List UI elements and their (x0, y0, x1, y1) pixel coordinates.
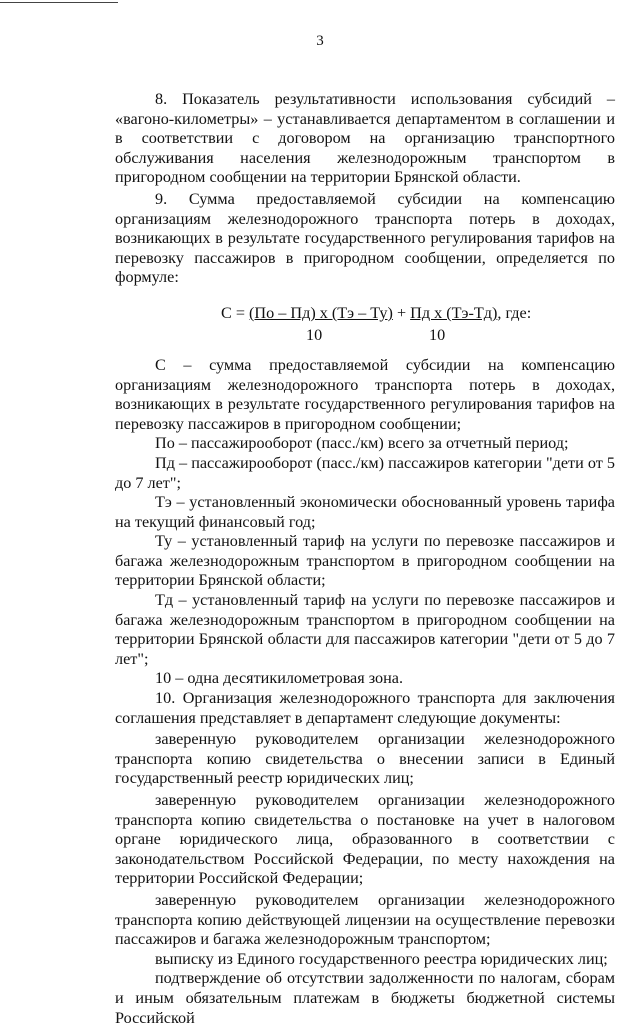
definition-10: 10 – одна десятикилометровая зона. (155, 669, 403, 688)
document-body (115, 90, 615, 1028)
formula-numerator-2: Пд х (Тэ-Тд) (410, 303, 498, 322)
formula-denominator-2: 10 (429, 325, 446, 344)
definition-c: С – сумма предоставляемой субсидии на компенсацию организациям железнодорожного транспорта потерь в доходах, возникающих в результате государственного регулирования тарифов на перевозку пассажиров в пригородном сообщении; (115, 355, 615, 433)
definition-td: Тд – установленный тариф на услуги по перевозке пассажиров и багажа железнодорожным транспортом в пригородном сообщении на территории Брянской области для пассажиров категории "дети от 5 до 7 лет"; (115, 591, 615, 668)
definition-po: По – пассажирооборот (пасс./км) всего за отчетный период; (155, 434, 569, 453)
formula-tail: , где: (497, 303, 532, 322)
paragraph-8: 8. Показатель результативности использования субсидий – «вагоно-километры» – устанавливается департаментом в соглашении и в соответствии с договором на организацию транспортного обслуживания населения железнодорожным транспортом в пригородном сообщении на территории Брянской области. (115, 90, 615, 187)
definition-te: Тэ – установленный экономически обоснованный уровень тарифа на текущий финансовый год; (115, 493, 615, 531)
formula-numerator-1: (По – Пд) х (Тэ – Ту) (249, 303, 393, 322)
subsidy-formula (115, 304, 615, 348)
document-item-1: заверенную руководителем организации железнодорожного транспорта копию свидетельства о внесении записи в Единый государственный реестр юридических лиц; (115, 730, 615, 788)
definition-pd: Пд – пассажирооборот (пасс./км) пассажиров категории "дети от 5 до 7 лет"; (115, 453, 615, 492)
paragraph-10: 10. Организация железнодорожного транспорта для заключения соглашения представляет в департамент следующие документы: (115, 689, 615, 727)
page-number: 3 (316, 33, 324, 49)
definition-tu: Ту – установленный тариф на услуги по перевозке пассажиров и багажа железнодорожным транспортом в пригородном сообщении на территории Брянской области; (115, 532, 615, 590)
paragraph-9: 9. Сумма предоставляемой субсидии на компенсацию организациям железнодорожного транспорта потерь в доходах, возникающих в результате государственного регулирования тарифов на перевозку пассажиров в пригородном сообщении, определяется по формуле: (115, 189, 615, 287)
formula-lhs: С = (221, 303, 250, 322)
document-item-3: заверенную руководителем организации железнодорожного транспорта копию действующей лицензии на осуществление перевозки пассажиров и багажа железнодорожным транспортом; (115, 890, 615, 949)
document-item-2: заверенную руководителем организации железнодорожного транспорта копию свидетельства о постановке на учет в налоговом органе юридического лица, образованного в соответствии с законодательством Российской Федерации, по месту нахождения на территории Российской Федерации; (115, 791, 615, 888)
formula-denominator-1: 10 (306, 325, 323, 344)
document-item-5: подтверждение об отсутствии задолженности по налогам, сборам и иным обязательным платежам в бюджеты бюджетной системы Российской (115, 969, 615, 1027)
formula-line (221, 304, 531, 324)
top-rule (0, 2, 118, 3)
document-item-4: выписку из Единого государственного реестра юридических лиц; (155, 949, 608, 968)
formula-plus: + (392, 303, 411, 322)
